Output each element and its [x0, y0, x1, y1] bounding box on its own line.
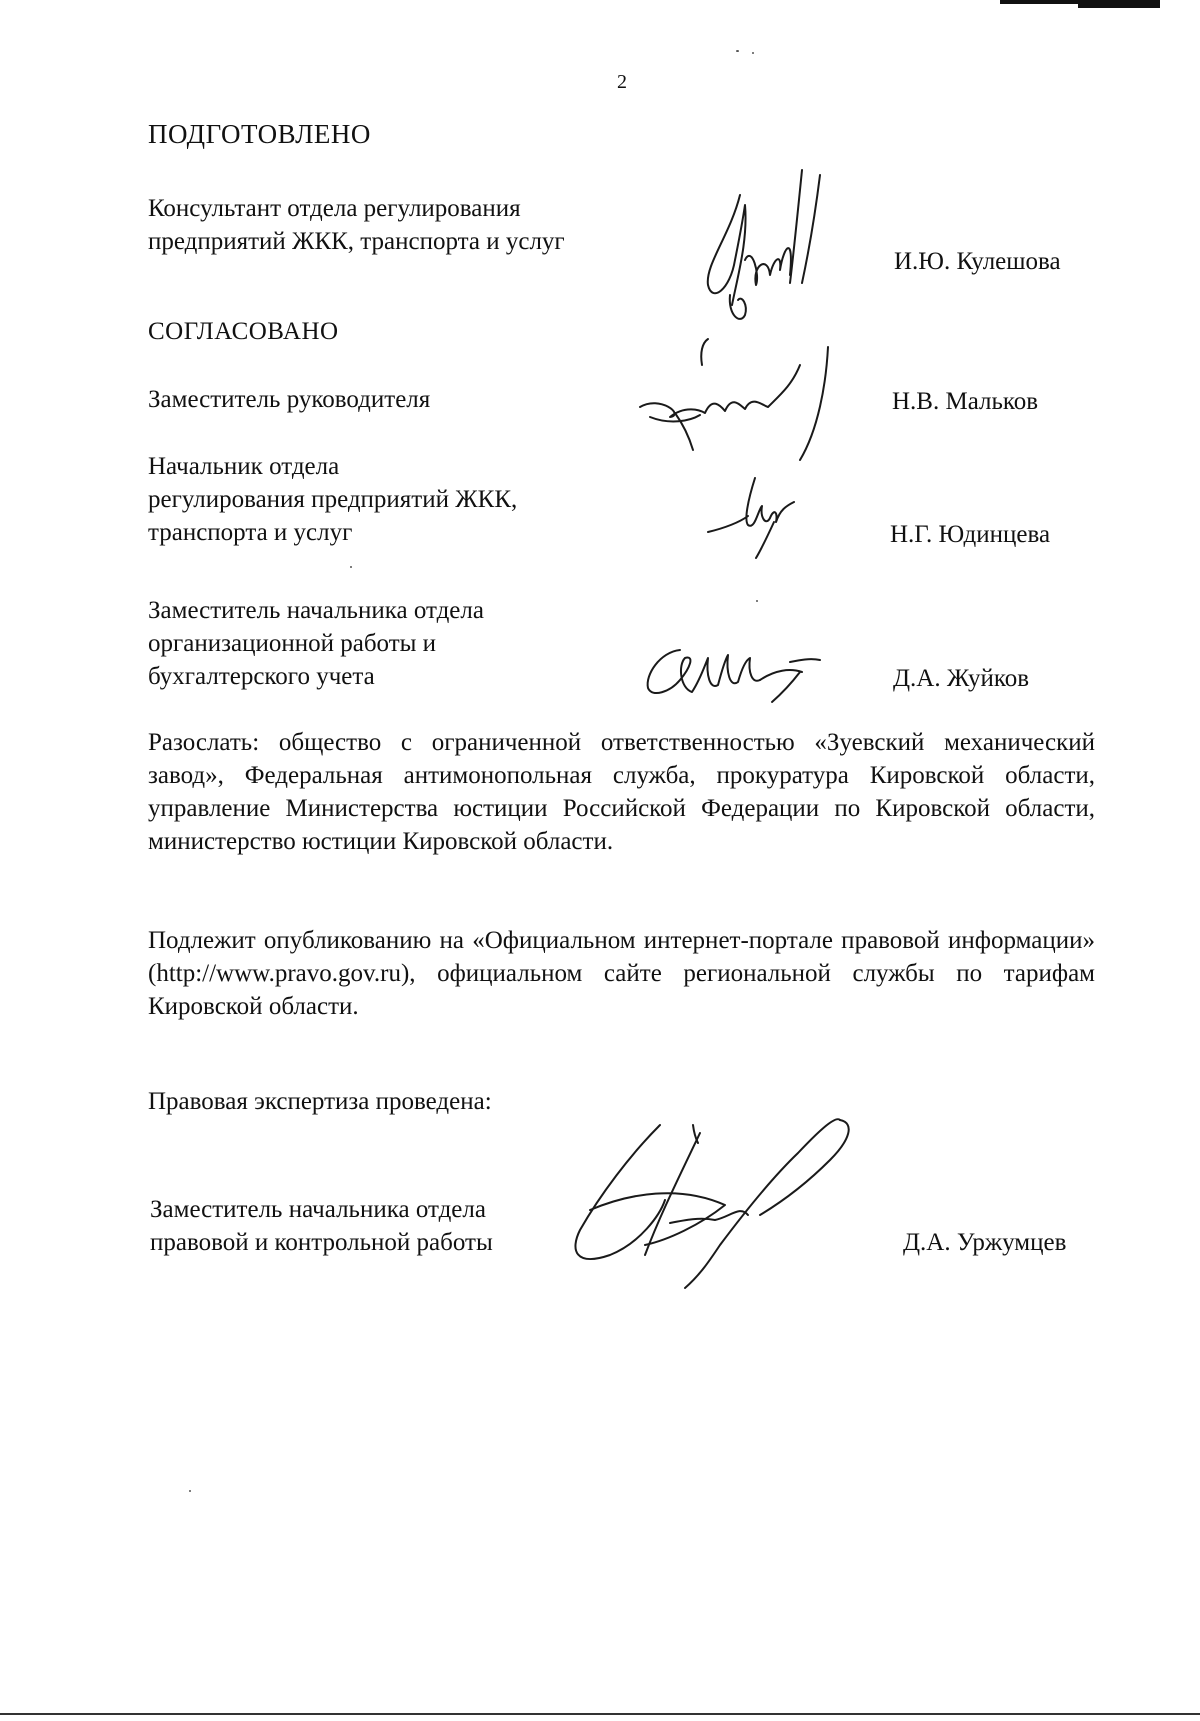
- scan-speck: [189, 1490, 191, 1492]
- scan-edge-line: [0, 1713, 1200, 1715]
- signer-name: Н.Г. Юдинцева: [890, 521, 1051, 548]
- signer-position-line: организационной работы и: [148, 630, 437, 657]
- signature-zhuikov: [640, 640, 840, 710]
- signer-name: И.Ю. Кулешова: [894, 248, 1061, 275]
- prepared-position-line: Консультант отдела регулирования: [148, 195, 521, 222]
- scan-edge-mark: [1078, 0, 1160, 8]
- signer-position-line: транспорта и услуг: [148, 519, 353, 546]
- signature-kuleshova: [690, 165, 840, 335]
- scan-speck: [350, 566, 352, 568]
- signer-position-line: регулирования предприятий ЖКК,: [148, 486, 518, 513]
- signer-name: Д.А. Жуйков: [893, 665, 1030, 692]
- signer-position-line: бухгалтерского учета: [148, 663, 375, 690]
- signer-position-line: Заместитель руководителя: [148, 386, 431, 413]
- legal-review-position-line: Заместитель начальника отдела: [150, 1196, 486, 1223]
- signature-urzhumtsev: [550, 1105, 890, 1295]
- prepared-heading: ПОДГОТОВЛЕНО: [148, 119, 371, 149]
- legal-review-position-line: правовой и контрольной работы: [150, 1229, 493, 1256]
- signer-name: Д.А. Уржумцев: [903, 1229, 1067, 1256]
- signer-position-line: Заместитель начальника отдела: [148, 597, 484, 624]
- scan-speck: [756, 600, 758, 602]
- signer-name: Н.В. Мальков: [892, 388, 1039, 415]
- page-number: 2: [617, 71, 627, 93]
- distribution-text: Разослать: общество с ограниченной ответственностью «Зуевский механический завод», Федеральная антимонопольная служба, прокуратура Кировской области, управление Министерства юстиции Российской Федерации по Кировской области, министерство юстиции Кировской области.: [148, 729, 1095, 855]
- scan-speck: [752, 52, 754, 54]
- signature-yudintseva: [700, 470, 820, 560]
- publication-text: Подлежит опубликованию на «Официальном интернет-портале правовой информации» (http://www.pravo.gov.ru), официальном сайте региональной службы по тарифам Кировской области.: [148, 927, 1095, 1020]
- signature-malkov: [630, 335, 840, 465]
- scan-speck: [736, 50, 739, 52]
- prepared-position-line: предприятий ЖКК, транспорта и услуг: [148, 228, 565, 255]
- agreed-heading: СОГЛАСОВАНО: [148, 318, 339, 345]
- legal-review-heading: Правовая экспертиза проведена:: [148, 1088, 492, 1115]
- signer-position-line: Начальник отдела: [148, 453, 340, 480]
